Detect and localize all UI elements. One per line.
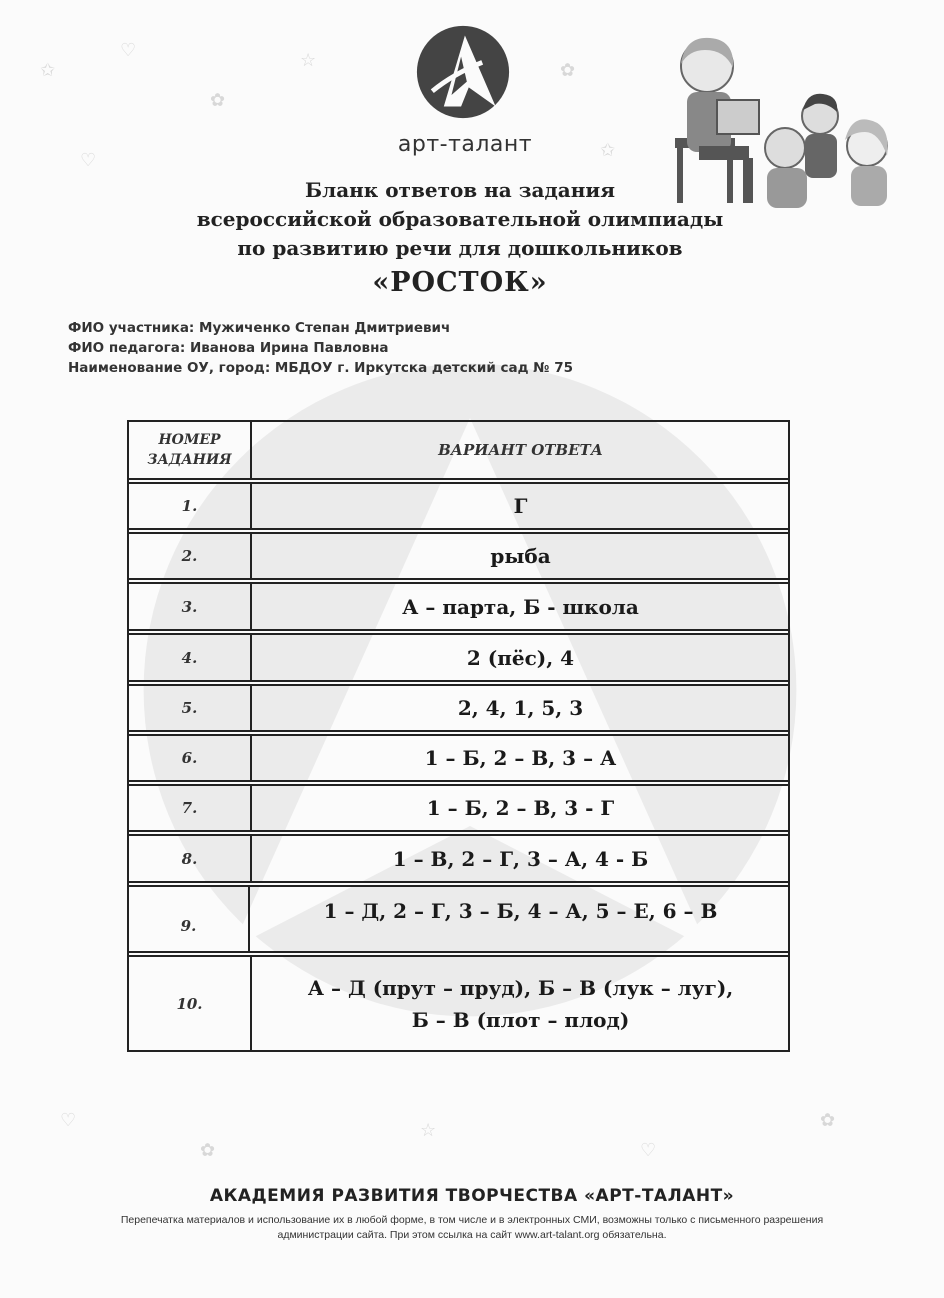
task-number: 3. xyxy=(129,584,252,629)
table-row xyxy=(129,836,788,881)
table-row xyxy=(129,635,788,680)
participant-name: ФИО участника: Мужиченко Степан Дмитриевич xyxy=(68,320,451,336)
task-number: 8. xyxy=(129,836,252,881)
answer-value: Г xyxy=(513,494,528,518)
task-number: 4. xyxy=(129,635,252,680)
star-doodle-icon: ✩ xyxy=(600,140,616,161)
answer-value: 2 (пёс), 4 xyxy=(466,645,575,670)
task-number: 7. xyxy=(129,786,252,830)
task-number: 6. xyxy=(129,736,252,780)
answer-value: рыба xyxy=(490,544,551,568)
answer-value: 1 – Б, 2 – В, 3 – А xyxy=(424,746,617,770)
footer-note: Перепечатка материалов и использование их в любой форме, в том числе и в электронных СМИ, возможны только с письменного разрешения администрации сайта. При этом ссылка на сайт www.art-talant.org обязательна. xyxy=(120,1214,824,1241)
teacher-name: ФИО педагога: Иванова Ирина Павловна xyxy=(68,340,389,356)
task-number: 2. xyxy=(129,534,252,578)
header-number-line-2: ЗАДАНИЯ xyxy=(147,452,232,468)
heart-doodle-icon: ♡ xyxy=(60,1110,77,1131)
heart-doodle-icon: ♡ xyxy=(120,40,137,61)
answer-value: 1 – В, 2 – Г, 3 – А, 4 - Б xyxy=(392,846,649,871)
flower-doodle-icon: ✿ xyxy=(560,60,576,81)
answer-value: А – парта, Б - школа xyxy=(402,594,639,619)
page-title xyxy=(150,176,770,303)
title-line-2: всероссийской образовательной олимпиады xyxy=(196,207,724,231)
olympiad-name: «РОСТОК» xyxy=(372,267,548,298)
heart-doodle-icon: ♡ xyxy=(80,150,97,171)
star-doodle-icon: ✩ xyxy=(40,60,56,81)
task-number: 1. xyxy=(129,484,252,528)
heart-doodle-icon: ♡ xyxy=(640,1140,657,1161)
answer-line-2: Б – В (плот – плод) xyxy=(411,1007,630,1032)
answer-line-1: А – Д (прут – пруд), Б – В (лук – луг), xyxy=(307,975,734,1000)
answer-value: 1 – Д, 2 – Г, 3 – Б, 4 – А, 5 – Е, 6 – В xyxy=(323,899,718,923)
table-header xyxy=(129,422,788,478)
table-row xyxy=(129,957,788,1050)
participant-info xyxy=(68,318,573,378)
flower-doodle-icon: ✿ xyxy=(210,90,226,111)
header-answer: ВАРИАНТ ОТВЕТА xyxy=(438,441,603,459)
task-number: 10. xyxy=(129,957,252,1050)
table-row xyxy=(129,584,788,629)
footer-title: АКАДЕМИЯ РАЗВИТИЯ ТВОРЧЕСТВА «АРТ-ТАЛАНТ» xyxy=(209,1186,735,1206)
answer-value: 1 – Б, 2 – В, 3 - Г xyxy=(426,796,615,820)
star-doodle-icon: ☆ xyxy=(300,50,317,71)
table-row xyxy=(129,786,788,830)
table-row xyxy=(129,736,788,780)
art-talant-logo-icon xyxy=(415,24,511,120)
header-number-line-1: НОМЕР xyxy=(158,432,221,448)
table-row xyxy=(129,686,788,730)
title-line-3: по развитию речи для дошкольников xyxy=(237,236,683,260)
header-number xyxy=(129,422,252,478)
answers-table xyxy=(127,420,790,1052)
school-name: Наименование ОУ, город: МБДОУ г. Иркутска детский сад № 75 xyxy=(68,360,573,376)
table-row xyxy=(129,484,788,528)
table-row xyxy=(129,534,788,578)
title-line-1: Бланк ответов на задания xyxy=(305,178,615,202)
answer-value: 2, 4, 1, 5, 3 xyxy=(457,696,584,720)
star-doodle-icon: ☆ xyxy=(420,1120,437,1141)
answer-value xyxy=(253,957,788,1050)
logo-text: арт-талант xyxy=(397,132,533,157)
task-number: 9. xyxy=(129,887,250,951)
table-row xyxy=(129,887,788,951)
task-number: 5. xyxy=(129,686,252,730)
flower-doodle-icon: ✿ xyxy=(200,1140,216,1161)
flower-doodle-icon: ✿ xyxy=(820,1110,836,1131)
